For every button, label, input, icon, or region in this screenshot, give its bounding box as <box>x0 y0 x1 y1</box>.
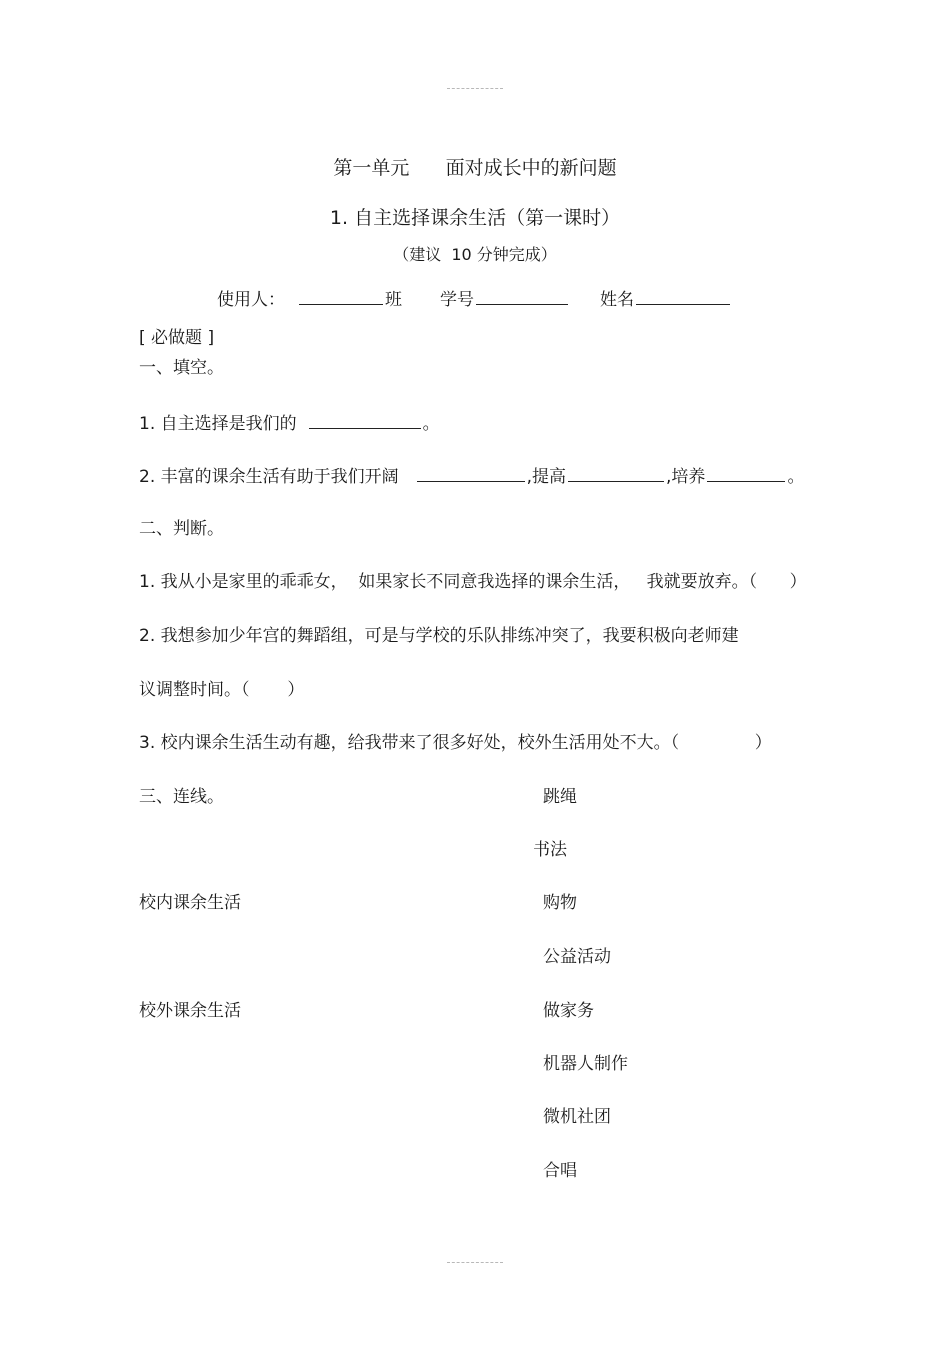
time-suggestion: （建议 10 分钟完成） <box>393 245 557 264</box>
fill-q1-text: 1. 自主选择是我们的 <box>139 414 297 434</box>
section2-heading: 二、判断。 <box>139 519 224 539</box>
match-right-item: 机器人制作 <box>543 1054 628 1074</box>
number-label: 学号 <box>440 290 474 310</box>
match-right-item: 微机社团 <box>543 1107 611 1127</box>
judge-question-2-line2: 议调整时间。（ ） <box>139 680 305 700</box>
user-blank[interactable] <box>299 288 383 305</box>
section3-heading: 三、连线。 <box>139 787 224 807</box>
fill-q2-mid-1: ,提高 <box>526 467 567 487</box>
fill-q2-end: 。 <box>787 467 805 487</box>
match-left-item: 校外课余生活 <box>139 1001 241 1021</box>
fill-q2-blank-2[interactable] <box>568 465 664 482</box>
number-blank[interactable] <box>476 288 568 305</box>
fill-q2-mid-2: ,培养 <box>666 467 706 487</box>
match-right-item: 书法 <box>533 840 567 860</box>
fill-question-1 <box>139 412 440 435</box>
match-right-item: 做家务 <box>543 1001 594 1021</box>
student-info-row <box>217 288 732 311</box>
required-label: [ 必做题 ] <box>139 328 215 348</box>
fill-q1-end: 。 <box>422 414 440 434</box>
lesson-title: 1. 自主选择课余生活（第一课时） <box>329 207 621 229</box>
name-label: 姓名 <box>600 290 634 310</box>
user-label: 使用人： <box>217 290 285 310</box>
fill-q2-blank-1[interactable] <box>417 465 525 482</box>
judge-question-3: 3. 校内课余生活生动有趣，给我带来了很多好处，校外生活用处不大。（ ） <box>139 733 772 753</box>
fill-q2-text: 2. 丰富的课余生活有助于我们开阔 <box>139 467 399 487</box>
match-left-item: 校内课余生活 <box>139 893 241 913</box>
header-divider <box>447 88 503 89</box>
match-right-item: 购物 <box>543 893 577 913</box>
judge-question-2-line1: 2. 我想参加少年宫的舞蹈组，可是与学校的乐队排练冲突了，我要积极向老师建 <box>139 626 739 646</box>
match-right-item: 跳绳 <box>543 787 577 807</box>
fill-question-2 <box>139 465 804 488</box>
fill-q1-blank[interactable] <box>309 412 421 429</box>
section1-heading: 一、填空。 <box>139 358 224 378</box>
name-blank[interactable] <box>636 288 730 305</box>
match-right-item: 合唱 <box>543 1161 577 1181</box>
class-label: 班 <box>385 290 402 310</box>
footer-divider <box>447 1262 503 1263</box>
match-right-item: 公益活动 <box>543 947 611 967</box>
unit-title: 第一单元 面对成长中的新问题 <box>333 157 617 179</box>
fill-q2-blank-3[interactable] <box>707 465 785 482</box>
judge-question-1: 1. 我从小是家里的乖乖女， 如果家长不同意我选择的课余生活， 我就要放弃。（ ） <box>139 572 807 592</box>
